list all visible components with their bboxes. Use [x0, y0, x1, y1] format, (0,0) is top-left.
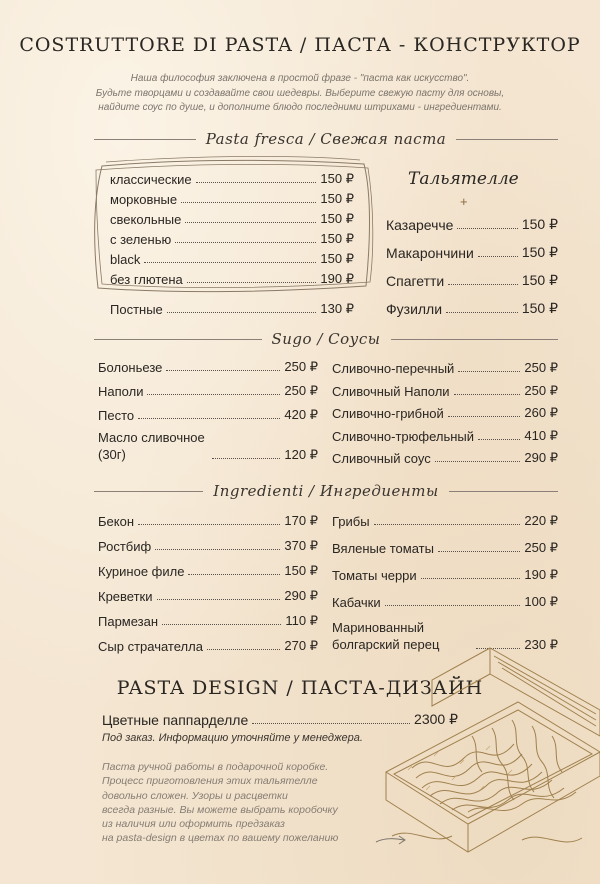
item-name: Фузилли — [386, 301, 443, 317]
item-name: Сливочный Наполи — [332, 383, 450, 399]
item-name: Макарончини — [386, 245, 474, 261]
menu-item — [110, 169, 354, 187]
item-price: 250 ₽ — [524, 360, 558, 375]
item-price: 100 ₽ — [524, 594, 558, 609]
item-name: Спагетти — [386, 273, 445, 289]
item-price: 150 ₽ — [521, 244, 558, 260]
menu-item — [98, 429, 318, 463]
dot-leader — [448, 284, 518, 285]
menu-item — [110, 269, 354, 287]
menu-item — [332, 426, 558, 444]
item-name: Сливочно-перечный — [332, 361, 455, 376]
menu-item — [386, 243, 558, 261]
item-name: без глютена — [110, 272, 183, 287]
description-line: на pasta-design в цветах по вашему пожеланию — [102, 832, 339, 845]
item-price: 250 ₽ — [524, 540, 558, 555]
item-name: Сыр страчателла — [98, 639, 203, 654]
dot-leader — [144, 262, 316, 263]
section-pasta-fresca — [94, 129, 558, 149]
item-name: классические — [110, 172, 192, 187]
dot-leader — [454, 394, 521, 395]
item-price: 270 ₽ — [284, 638, 318, 653]
menu-item — [332, 381, 558, 399]
menu-item — [98, 536, 318, 554]
item-name: Масло сливочное (30г) — [98, 430, 205, 462]
item-price: 2300 ₽ — [414, 711, 458, 727]
menu-item — [98, 405, 318, 423]
item-name: Бекон — [98, 514, 135, 529]
menu-item — [386, 271, 558, 289]
dot-leader — [166, 370, 280, 371]
dot-leader — [478, 256, 518, 257]
dot-leader — [435, 461, 521, 462]
section-sugo — [94, 329, 558, 349]
item-price: 220 ₽ — [524, 513, 558, 528]
item-price: 290 ₽ — [284, 588, 318, 603]
item-price: 170 ₽ — [284, 513, 318, 528]
dot-leader — [175, 242, 316, 243]
menu-item — [332, 448, 558, 466]
design-description — [102, 760, 338, 846]
menu-item — [332, 403, 558, 421]
item-name: с зеленью — [110, 232, 172, 247]
description-line: довольно сложен. Узоры и расцветки — [102, 789, 288, 802]
menu-item — [98, 636, 318, 654]
item-price: 230 ₽ — [524, 637, 558, 652]
dot-leader — [185, 222, 316, 223]
dot-leader — [478, 439, 520, 440]
item-name: Томаты черри — [332, 568, 417, 583]
menu-item — [110, 209, 354, 227]
item-price: 150 ₽ — [320, 191, 354, 206]
menu-item — [386, 215, 558, 233]
item-price: 410 ₽ — [524, 427, 558, 443]
menu-item — [110, 299, 354, 317]
dot-leader — [212, 458, 280, 459]
item-price: 130 ₽ — [320, 301, 354, 316]
item-name: Песто — [98, 408, 135, 423]
menu-item — [98, 381, 318, 399]
dot-leader — [207, 649, 280, 650]
order-note: Под заказ. Информацию уточняйте у менеджера. — [102, 732, 363, 744]
item-price: 150 ₽ — [284, 563, 318, 578]
divider — [391, 339, 559, 340]
section-title: Sugo / Соусы — [271, 330, 381, 348]
dot-leader — [155, 549, 280, 550]
dot-leader — [167, 312, 317, 313]
intro-line: Будьте творцами и создавайте свои шедевры. Выберите свежую пасту для основы, — [95, 87, 505, 99]
item-name: Грибы — [332, 514, 370, 529]
menu-item — [332, 358, 558, 376]
item-price: 150 ₽ — [320, 171, 354, 186]
menu-item — [332, 592, 558, 610]
item-name: Кабачки — [332, 595, 381, 610]
item-price: 250 ₽ — [284, 383, 318, 398]
menu-item — [98, 586, 318, 604]
dot-leader — [458, 371, 520, 372]
intro-text — [0, 72, 600, 116]
section-title: Pasta fresca / Свежая паста — [205, 130, 447, 148]
divider — [456, 139, 558, 140]
item-price: 250 ₽ — [284, 359, 318, 374]
page-title: COSTRUTTORE DI PASTA / ПАСТА - КОНСТРУКТОР — [19, 34, 581, 56]
item-price: 190 ₽ — [524, 567, 558, 582]
item-name: black — [110, 252, 141, 267]
menu-item — [332, 538, 558, 556]
item-name: Сливочно-трюфельный — [332, 428, 475, 444]
item-name: Куриное филе — [98, 564, 185, 579]
item-name: Маринованный болгарский перец — [332, 620, 440, 652]
dot-leader — [385, 605, 521, 606]
item-price: 150 ₽ — [521, 216, 558, 232]
description-line: Процесс приготовления этих тальятелле — [102, 775, 318, 788]
item-price: 250 ₽ — [524, 382, 558, 398]
item-price: 150 ₽ — [521, 300, 558, 316]
item-price: 290 ₽ — [524, 450, 558, 465]
description-line: из наличия или оформить предзаказ — [102, 818, 285, 831]
item-name: Постные — [110, 302, 163, 317]
dot-leader — [162, 624, 281, 625]
dot-leader — [138, 524, 280, 525]
menu-item — [98, 611, 318, 629]
divider — [94, 491, 203, 492]
item-name: свекольные — [110, 212, 182, 227]
dot-leader — [196, 182, 317, 183]
item-price: 150 ₽ — [521, 272, 558, 288]
item-price: 260 ₽ — [524, 405, 558, 420]
item-name: Креветки — [98, 589, 153, 604]
section-title: Ingredienti / Ингредиенты — [213, 482, 439, 500]
dot-leader — [438, 551, 520, 552]
item-price: 150 ₽ — [320, 211, 354, 226]
item-name: Пармезан — [98, 614, 159, 629]
item-name: Цветные паппарделле — [102, 712, 249, 728]
dot-leader — [187, 282, 317, 283]
menu-item — [332, 565, 558, 583]
dot-leader — [446, 312, 518, 313]
divider — [94, 139, 196, 140]
intro-line: найдите соус по душе, и дополните блюдо последними штрихами - ингредиентами. — [98, 102, 502, 113]
dot-leader — [181, 202, 316, 203]
description-line: всегда разные. Вы можете выбрать коробочку — [102, 803, 338, 816]
item-name: Ростбиф — [98, 539, 152, 554]
intro-line: Наша философия заключена в простой фразе - "паста как искусство". — [130, 73, 470, 84]
menu-item — [110, 229, 354, 247]
menu-item — [332, 511, 558, 529]
item-name: морковные — [110, 192, 178, 207]
dot-leader — [457, 228, 517, 229]
dot-leader — [421, 578, 521, 579]
item-name: Вяленые томаты — [332, 541, 434, 556]
item-price: 190 ₽ — [320, 271, 354, 286]
item-name: Наполи — [98, 384, 144, 399]
plus-icon: + — [460, 194, 468, 209]
item-name: Сливочно-грибной — [332, 406, 444, 421]
item-name: Болоньезе — [98, 360, 163, 375]
menu-item — [98, 561, 318, 579]
item-name: Казаречче — [386, 217, 454, 233]
menu-item — [110, 249, 354, 267]
item-price: 420 ₽ — [284, 407, 318, 422]
dot-leader — [374, 524, 521, 525]
menu-item — [98, 511, 318, 529]
tagliatelle-title: Тальятелле — [408, 169, 519, 189]
divider — [449, 491, 558, 492]
item-price: 150 ₽ — [320, 251, 354, 266]
item-price: 120 ₽ — [284, 447, 318, 462]
item-name: Сливочный соус — [332, 451, 431, 466]
pasta-gift-box-illustration-icon — [372, 640, 600, 880]
menu-item — [98, 357, 318, 375]
dot-leader — [157, 599, 281, 600]
dot-leader — [138, 418, 280, 419]
section-ingredienti — [94, 481, 558, 501]
item-price: 150 ₽ — [320, 231, 354, 246]
menu-item — [386, 299, 558, 317]
description-line: Паста ручной работы в подарочной коробке. — [102, 761, 329, 773]
dot-leader — [448, 416, 521, 417]
divider — [94, 339, 262, 340]
item-price: 370 ₽ — [284, 538, 318, 553]
dot-leader — [147, 394, 280, 395]
item-price: 110 ₽ — [285, 613, 318, 628]
menu-item — [110, 189, 354, 207]
pasta-design-title: PASTA DESIGN / ПАСТА-ДИЗАЙН — [116, 677, 484, 699]
dot-leader — [188, 574, 280, 575]
